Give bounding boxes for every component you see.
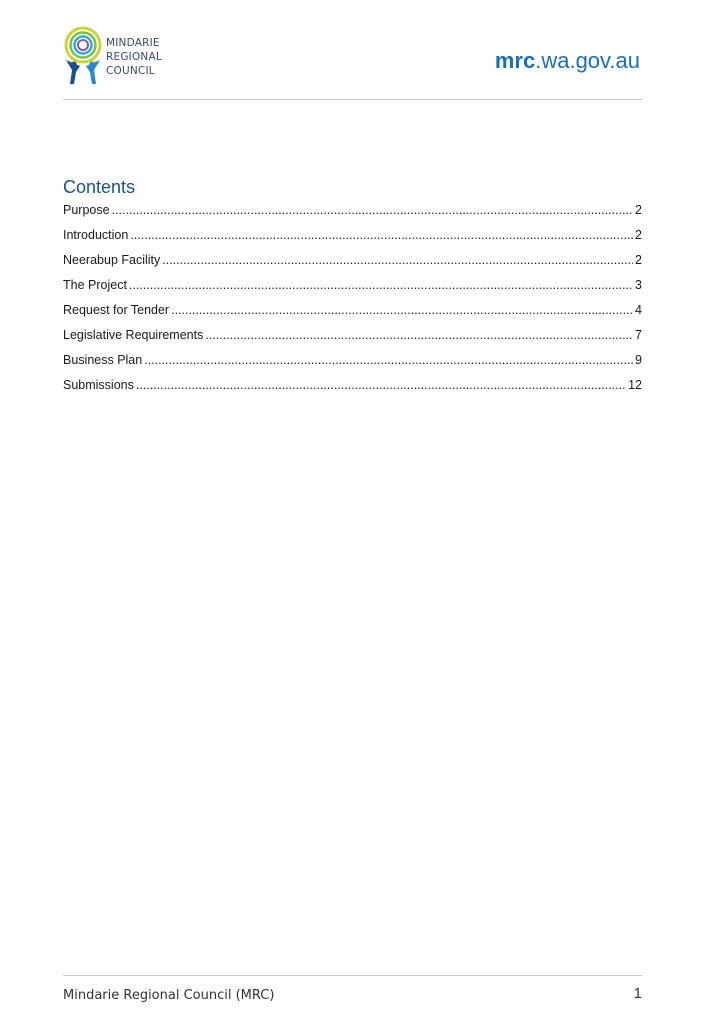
- toc-entry[interactable]: [63, 353, 642, 378]
- toc-entry-label: Business Plan: [63, 353, 143, 367]
- footer-organisation: Mindarie Regional Council (MRC): [63, 988, 275, 1003]
- header-divider: [63, 99, 642, 100]
- logo-line: MINDARIE: [106, 37, 160, 49]
- toc-entry-label: The Project: [63, 278, 127, 292]
- toc-entry-page: 9: [635, 353, 642, 367]
- toc-entry-page: 3: [635, 278, 642, 292]
- toc-entry-label: Submissions: [63, 378, 134, 392]
- toc-entry-label: Request for Tender: [63, 303, 170, 317]
- mrc-emblem-icon: [62, 26, 104, 88]
- toc-entry-label: Legislative Requirements: [63, 328, 204, 342]
- toc-entry-label: Purpose: [63, 203, 110, 217]
- footer-divider: [63, 975, 642, 976]
- toc-entry-page: 2: [635, 228, 642, 242]
- logo-line: COUNCIL: [106, 65, 155, 77]
- toc-entry[interactable]: [63, 303, 642, 328]
- toc-entry-page: 4: [635, 303, 642, 317]
- toc-leader: [205, 328, 633, 342]
- toc-entry-label: Neerabup Facility: [63, 253, 161, 267]
- toc-entry-page: 2: [635, 253, 642, 267]
- toc-entry-page: 7: [635, 328, 642, 342]
- toc-entry[interactable]: [63, 328, 642, 353]
- website-link[interactable]: [495, 48, 640, 74]
- toc-entry[interactable]: [63, 378, 642, 403]
- toc-entry-page: 12: [628, 378, 642, 392]
- toc-entry[interactable]: [63, 203, 642, 228]
- toc-leader: [129, 278, 633, 292]
- logo-line: REGIONAL: [106, 51, 162, 63]
- logo-wordmark: [106, 36, 162, 78]
- toc-leader: [136, 378, 626, 392]
- toc-leader: [171, 303, 633, 317]
- toc-entry[interactable]: [63, 228, 642, 253]
- toc-entry-label: Introduction: [63, 228, 129, 242]
- toc-heading: Contents: [63, 177, 136, 197]
- toc-leader: [162, 253, 633, 267]
- website-bold: mrc: [494, 48, 536, 73]
- website-rest: .wa.gov.au: [535, 48, 640, 73]
- toc-leader: [130, 228, 633, 242]
- toc-entry[interactable]: [63, 253, 642, 278]
- mrc-logo: [62, 26, 182, 88]
- table-of-contents: [63, 203, 642, 403]
- toc-entry-page: 2: [635, 203, 642, 217]
- toc-entry[interactable]: [63, 278, 642, 303]
- toc-leader: [112, 203, 633, 217]
- footer-page-number: 1: [633, 985, 642, 1002]
- toc-leader: [144, 353, 633, 367]
